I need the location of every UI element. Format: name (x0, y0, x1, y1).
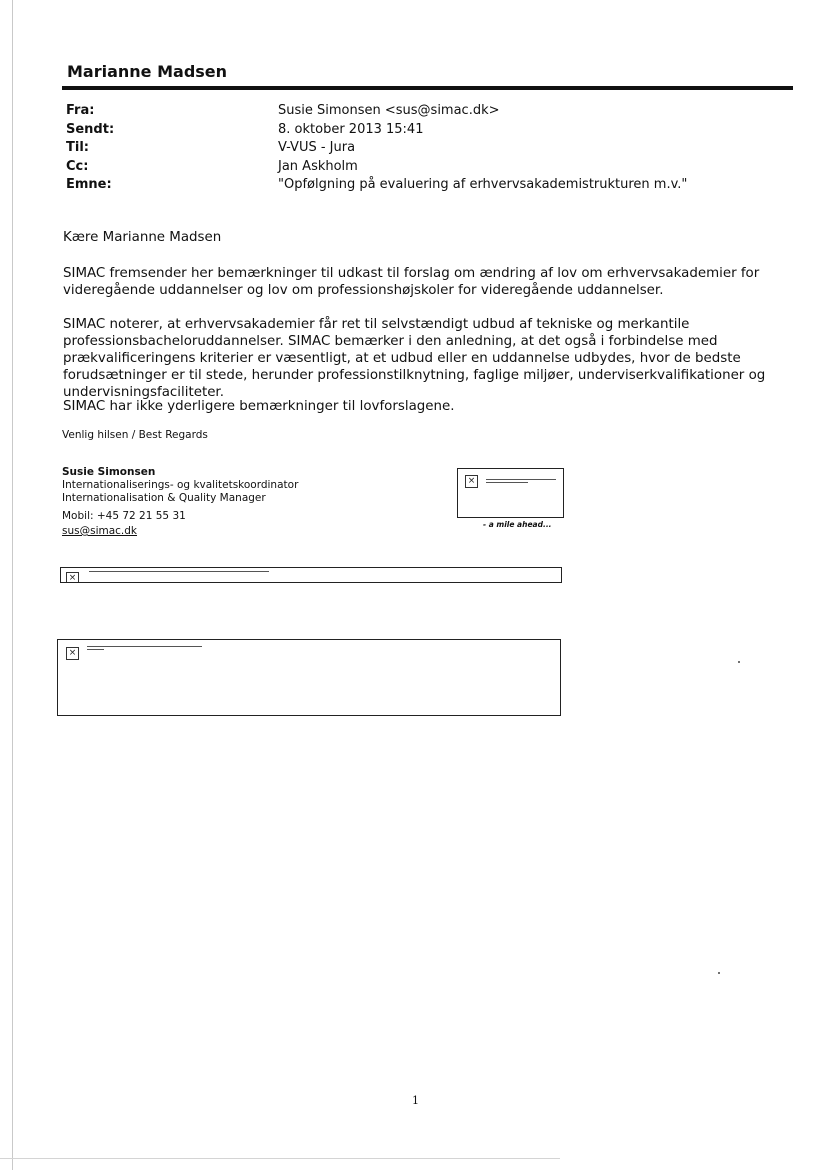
signature-mobile: Mobil: +45 72 21 55 31 (62, 510, 186, 522)
header-labels (66, 102, 114, 195)
header-values (278, 102, 687, 195)
signature-name: Susie Simonsen (62, 466, 156, 478)
body-paragraph-1: SIMAC fremsender her bemærkninger til udkast til forslag om ændring af lov om erhvervsakademier for videregående uddannelser og lov om professionshøjskoler for videregående uddannelser. (63, 266, 760, 298)
title-divider (62, 86, 793, 90)
signature-title-en: Internationalisation & Quality Manager (62, 492, 266, 504)
scan-speck (718, 972, 720, 974)
from-label: Fra: (66, 103, 95, 118)
greeting: Kære Marianne Madsen (63, 230, 222, 245)
subject-value: "Opfølgning på evaluering af erhvervsakademistrukturen m.v." (278, 177, 688, 192)
scan-speck (738, 661, 740, 663)
body-paragraph-3: SIMAC har ikke yderligere bemærkninger til lovforslagene. (63, 399, 455, 414)
scan-bottom-edge (0, 1158, 560, 1159)
placeholder-lines (87, 646, 202, 652)
broken-image-icon: × (66, 572, 79, 583)
placeholder-lines (89, 571, 269, 574)
subject-label: Emne: (66, 177, 112, 192)
scan-left-edge (12, 0, 13, 1170)
page-number: 1 (412, 1094, 419, 1107)
logo-image-placeholder (457, 468, 564, 518)
to-value: V-VUS - Jura (278, 140, 356, 155)
signature-email-link[interactable]: sus@simac.dk (62, 525, 138, 537)
cc-value: Jan Askholm (278, 158, 358, 174)
to-label: Til: (66, 140, 89, 155)
broken-image-icon: × (66, 647, 79, 660)
broken-image-icon: × (465, 475, 478, 488)
banner-image-placeholder-2 (57, 639, 561, 716)
from-value: Susie Simonsen <sus@simac.dk> (278, 103, 500, 118)
closing-regards: Venlig hilsen / Best Regards (62, 429, 208, 441)
body-paragraph-2: SIMAC noterer, at erhvervsakademier får ret til selvstændigt udbud af tekniske og merkantile professionsbacheloruddannelser. SIMAC bemærker i den anledning, at det også i forbindelse med prækvalificeringens kriterier er væsentligt, at et udbud eller en uddannelse udbydes, hvor de bedste forudsætninger er til stede, herunder professionstilknytning, faglige miljøer, underviserkvalifikationer og undervisningsfaciliteter. (63, 317, 766, 400)
placeholder-lines (486, 479, 556, 485)
signature-title-da: Internationaliserings- og kvalitetskoordinator (62, 479, 299, 491)
cc-label: Cc: (66, 158, 89, 174)
banner-image-placeholder-1 (60, 567, 562, 583)
sent-value: 8. oktober 2013 15:41 (278, 121, 424, 137)
signature-block (62, 466, 298, 538)
document-title: Marianne Madsen (67, 62, 228, 81)
sent-label: Sendt: (66, 121, 115, 137)
logo-tagline: - a mile ahead... (483, 520, 552, 529)
